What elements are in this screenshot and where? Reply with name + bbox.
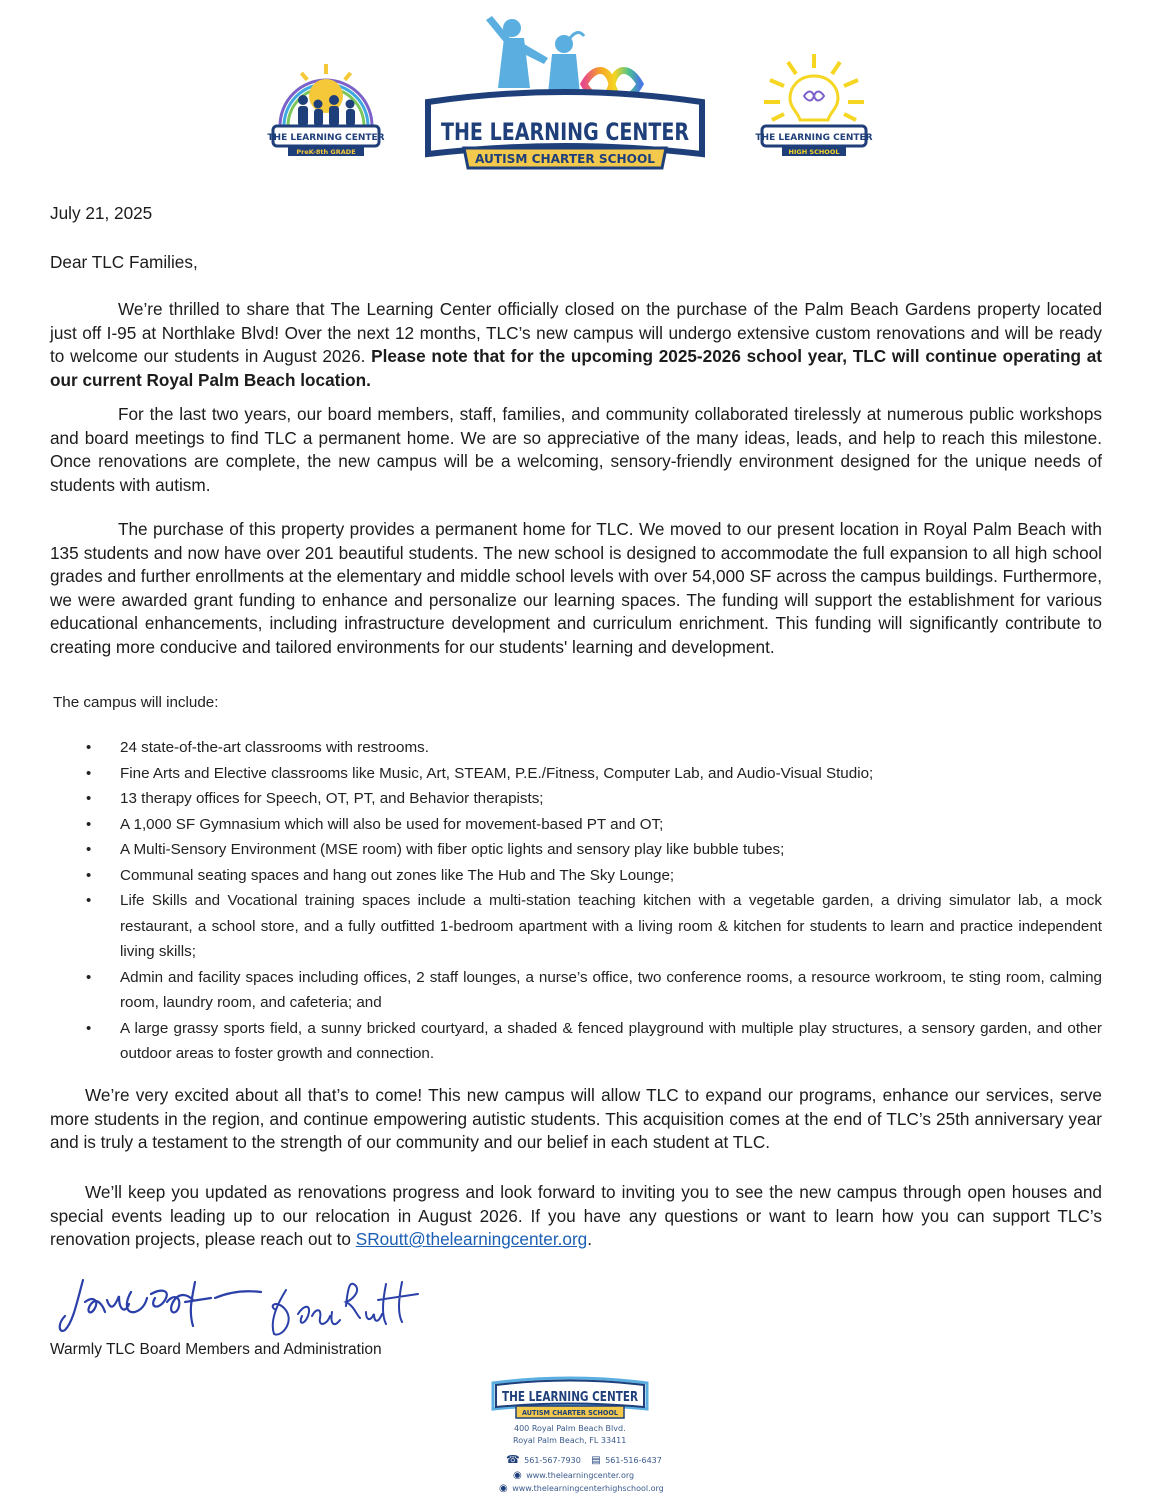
list-item: • A Multi-Sensory Environment (MSE room) with fiber optic lights and sensory play like bubble tubes; xyxy=(50,837,1102,863)
footer-website-1[interactable]: www.thelearningcenter.org xyxy=(526,1471,635,1480)
paragraph-contact-end: . xyxy=(587,1229,593,1249)
paragraph-announcement xyxy=(50,298,1102,392)
paragraph-announcement-text: We’re thrilled to share that The Learning Center officially closed on the purchase of the Palm Beach Gardens property located just off I-95 at Northlake Blvd! Over the next 12 months, TLC’s new campus will undergo extensive custom renovations and will be ready to welcome our students in August 2026. xyxy=(50,299,1102,366)
paragraph-announcement-bold: Please note that for the upcoming 2025-2026 school year, TLC will continue operating at our current Royal Palm Beach location. xyxy=(50,346,1103,390)
list-item: • A large grassy sports field, a sunny bricked courtyard, a shaded & fenced playground with multiple play structures, a sensory garden, and other outdoor areas to foster growth and connection. xyxy=(50,1016,1102,1067)
center-logo xyxy=(424,14,706,174)
list-item: • Communal seating spaces and hang out zones like The Hub and The Sky Lounge; xyxy=(50,863,1102,889)
letter-date: July 21, 2025 xyxy=(50,203,153,223)
email-link[interactable]: SRoutt@thelearningcenter.org xyxy=(355,1229,588,1249)
svg-text:PreK-8th GRADE: PreK-8th GRADE xyxy=(296,148,356,156)
svg-text:AUTISM CHARTER SCHOOL: AUTISM CHARTER SCHOOL xyxy=(475,152,656,166)
list-item: • A 1,000 SF Gymnasium which will also be used for movement-based PT and OT; xyxy=(50,812,1102,838)
phone-icon: ☎ xyxy=(506,1453,520,1466)
paragraph-history: For the last two years, our board members, staff, families, and community collaborated tirelessly at numerous public workshops and board meetings to find TLC a permanent home. We are so appreciative of the many ideas, leads, and help to reach this milestone. Once renovations are complete, the new campus will be a welcoming, sensory-friendly environment designed for the unique needs of students with autism. xyxy=(50,404,1102,495)
right-logo xyxy=(755,52,873,160)
paragraph-contact-text: We’ll keep you updated as renovations progress and look forward to inviting you to see the new campus through open houses and special events leading up to our relocation in August 2026. If you have any questions or want to learn how you can support TLC’s renovation projects, please reach out to xyxy=(50,1182,1102,1249)
globe-icon: ◉ xyxy=(499,1483,508,1494)
signature-1 xyxy=(55,1272,265,1342)
paragraph-purchase: The purchase of this property provides a permanent home for TLC. We moved to our present location in Royal Palm Beach with 135 students and now have over 201 beautiful students. The new school is designed to accommodate the full expansion to all high school grades and further enrollments at the elementary and middle school levels with over 54,000 SF across the campus buildings. Furthermore, we were awarded grant funding to enhance and personalize our learning spaces. The funding will support the establishment for various educational enhancements, including infrastructure development and curriculum enrichment. This funding will significantly contribute to creating more conducive and tailored environments for our students' learning and development. xyxy=(50,519,1102,657)
campus-intro: The campus will include: xyxy=(53,694,219,711)
footer-phone: 561-567-7930 xyxy=(524,1456,581,1465)
left-logo xyxy=(267,50,385,160)
signature-2 xyxy=(262,1276,432,1340)
paragraph-contact xyxy=(50,1181,1102,1252)
students-icon xyxy=(486,16,584,94)
fax-icon: ▤ xyxy=(591,1455,601,1466)
svg-text:AUTISM CHARTER SCHOOL: AUTISM CHARTER SCHOOL xyxy=(522,1409,619,1417)
svg-text:HIGH SCHOOL: HIGH SCHOOL xyxy=(788,148,840,156)
svg-text:THE LEARNING CENTER: THE LEARNING CENTER xyxy=(441,118,689,146)
list-item: • Life Skills and Vocational training spaces include a multi-station teaching kitchen with a vegetable garden, a driving simulator lab, a mock restaurant, a school store, and a fully outfitted 1-bedroom apartment with a living room & kitchen for students to learn and practice independent living skills; xyxy=(50,888,1102,965)
list-item: • Admin and facility spaces including offices, 2 staff lounges, a nurse’s office, two conference rooms, a resource workroom, te sting room, calming room, laundry room, and cafeteria; and xyxy=(50,965,1102,1016)
svg-text:THE LEARNING CENTER: THE LEARNING CENTER xyxy=(502,1390,638,1405)
footer-logo xyxy=(490,1375,650,1421)
closing-line: Warmly TLC Board Members and Administration xyxy=(50,1341,382,1358)
letter-salutation: Dear TLC Families, xyxy=(50,252,198,272)
footer-address-2: Royal Palm Beach, FL 33411 xyxy=(513,1436,627,1445)
list-item: • Fine Arts and Elective classrooms like Music, Art, STEAM, P.E./Fitness, Computer Lab, and Audio-Visual Studio; xyxy=(50,761,1102,787)
footer-website-2[interactable]: www.thelearningcenterhighschool.org xyxy=(512,1484,664,1493)
footer-fax: 561-516-6437 xyxy=(605,1456,662,1465)
globe-icon: ◉ xyxy=(513,1470,522,1481)
paragraph-excitement: We’re very excited about all that’s to come! This new campus will allow TLC to expand our programs, enhance our services, serve more students in the region, and continue empowering autistic students. This acquisition comes at the end of TLC’s 25th anniversary year and is truly a testament to the strength of our community and our belief in each student at TLC. xyxy=(50,1085,1102,1152)
campus-features-list xyxy=(50,735,1102,1067)
footer-address-1: 400 Royal Palm Beach Blvd. xyxy=(514,1424,626,1433)
svg-text:THE LEARNING CENTER: THE LEARNING CENTER xyxy=(755,133,873,143)
list-item: • 13 therapy offices for Speech, OT, PT, and Behavior therapists; xyxy=(50,786,1102,812)
list-item: • 24 state-of-the-art classrooms with restrooms. xyxy=(50,735,1102,761)
svg-text:THE LEARNING CENTER: THE LEARNING CENTER xyxy=(267,133,385,143)
footer-website-row-2 xyxy=(499,1478,664,1496)
